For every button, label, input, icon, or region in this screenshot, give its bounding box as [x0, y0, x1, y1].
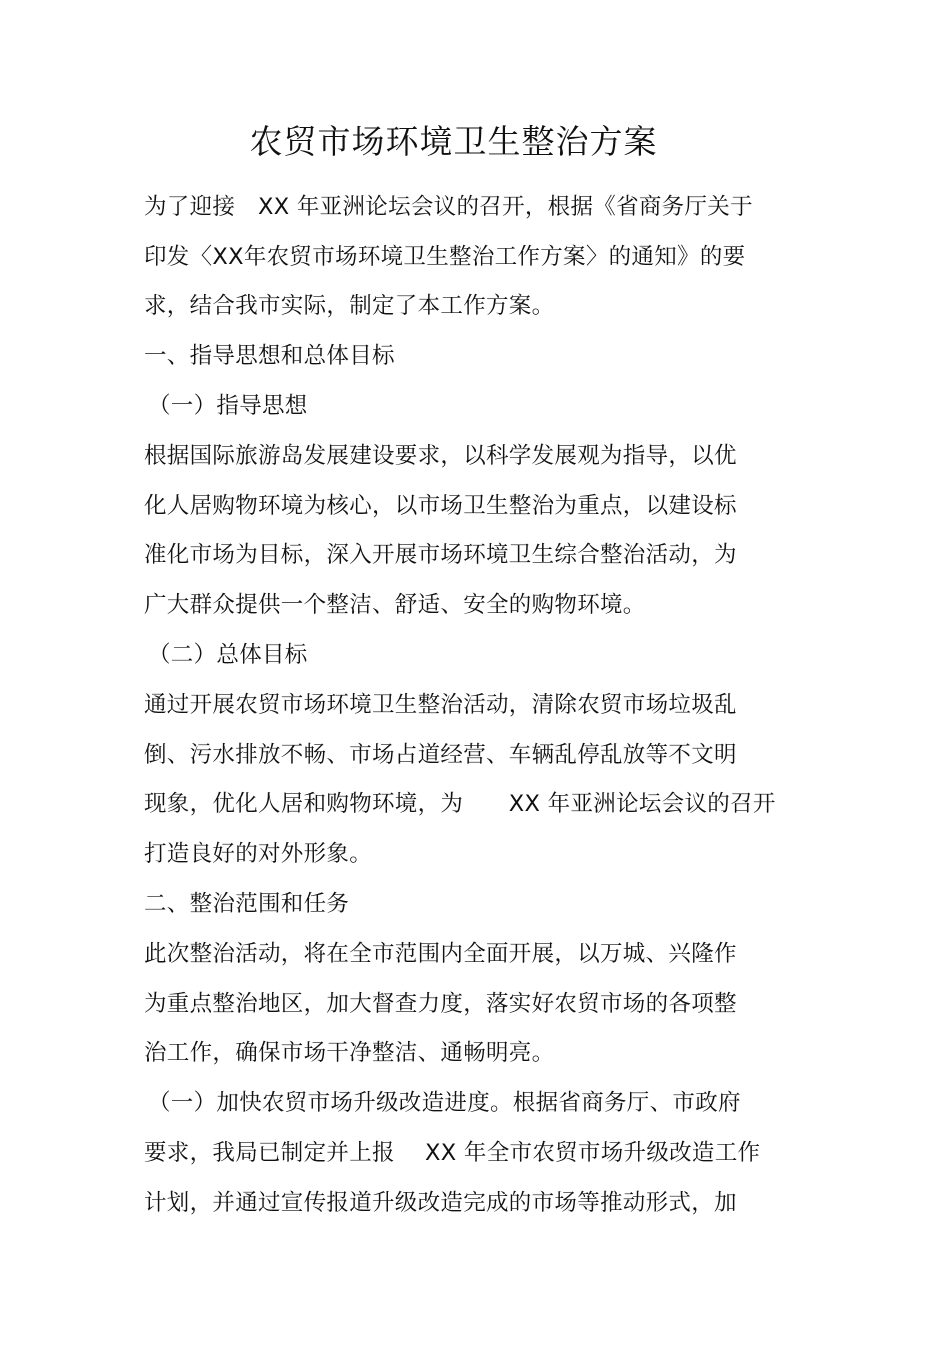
paragraph-line: 为重点整治地区，加大督查力度，落实好农贸市场的各项整: [144, 991, 737, 1017]
paragraph-line: 治工作，确保市场干净整洁、通畅明亮。: [144, 1040, 555, 1066]
paragraph-line: 现象，优化人居和购物环境，为 XX 年亚洲论坛会议的召开: [144, 791, 776, 817]
paragraph-line: 根据国际旅游岛发展建设要求，以科学发展观为指导，以优: [144, 443, 737, 469]
paragraph-line: 通过开展农贸市场环境卫生整治活动，清除农贸市场垃圾乱: [144, 692, 737, 718]
subsection-heading: （一）指导思想: [148, 393, 308, 419]
paragraph-line: 为了迎接 XX 年亚洲论坛会议的召开，根据《省商务厅关于: [144, 194, 753, 220]
paragraph-line: 化人居购物环境为核心，以市场卫生整治为重点，以建设标: [144, 493, 737, 519]
paragraph-line: 广大群众提供一个整洁、舒适、安全的购物环境。: [144, 592, 646, 618]
section-heading: 二、整治范围和任务: [144, 891, 350, 917]
paragraph-line: 倒、污水排放不畅、市场占道经营、车辆乱停乱放等不文明: [144, 742, 737, 768]
paragraph-line: 打造良好的对外形象。: [144, 841, 373, 867]
subsection-heading: （二）总体目标: [148, 642, 308, 668]
subsection-heading: （一）加快农贸市场升级改造进度。根据省商务厅、市政府: [148, 1090, 741, 1116]
section-heading: 一、指导思想和总体目标: [144, 343, 395, 369]
paragraph-line: 印发〈XX年农贸市场环境卫生整治工作方案〉的通知》的要: [144, 244, 746, 270]
document-title: 农贸市场环境卫生整治方案: [249, 122, 658, 161]
paragraph-line: 计划，并通过宣传报道升级改造完成的市场等推动形式，加: [144, 1190, 737, 1216]
paragraph-line: 此次整治活动，将在全市范围内全面开展，以万城、兴隆作: [144, 941, 737, 967]
paragraph-line: 准化市场为目标，深入开展市场环境卫生综合整治活动，为: [144, 542, 737, 568]
paragraph-line: 要求，我局已制定并上报 XX 年全市农贸市场升级改造工作: [144, 1140, 761, 1166]
paragraph-line: 求，结合我市实际，制定了本工作方案。: [144, 293, 555, 319]
